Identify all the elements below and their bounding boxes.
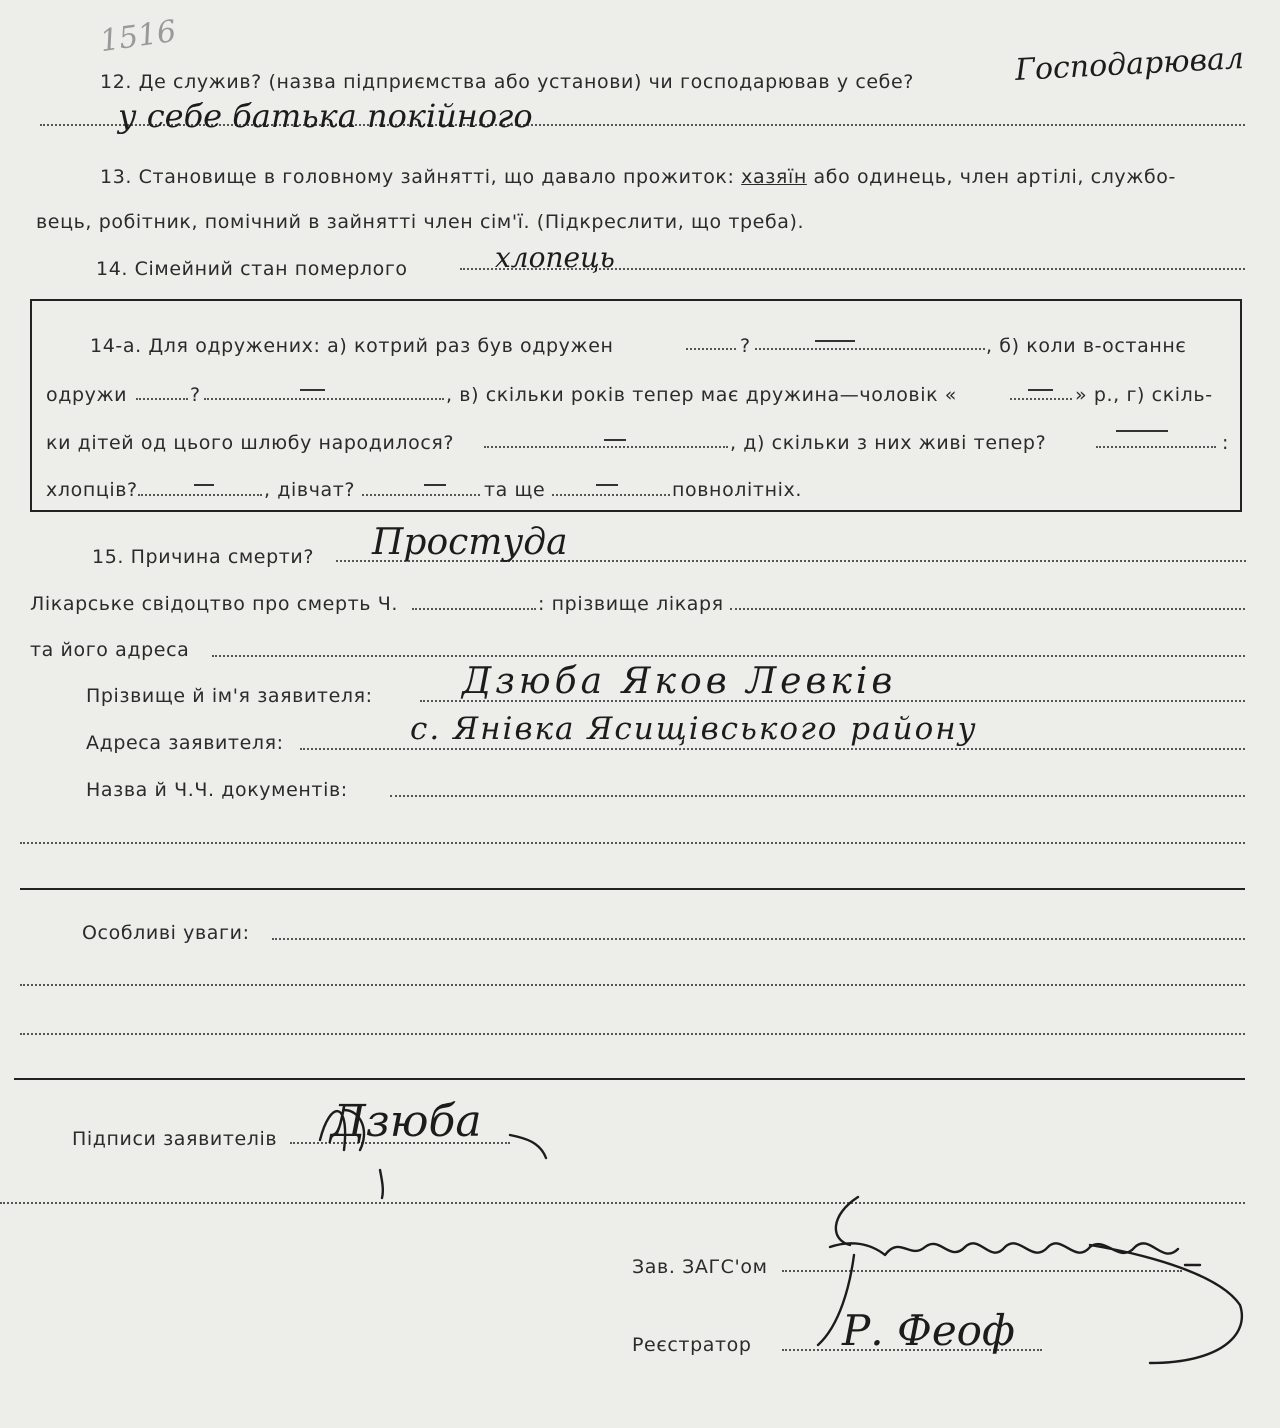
q14a-dash-3: [1028, 389, 1053, 391]
q14a-dash-6: [194, 484, 214, 486]
q14a-dots-8: [138, 494, 262, 496]
remarks-dots-3: [20, 1033, 1245, 1035]
section-divider-2: [14, 1078, 1245, 1080]
q14a-dash-1: [815, 340, 855, 342]
q14a-dash-8: [596, 484, 618, 486]
q13-underlined-choice: хазяїн: [741, 166, 807, 188]
applicant-signature-label: Підписи заявителів: [72, 1128, 278, 1150]
q14a-line1-a: 14-а. Для одружених: а) котрий раз був одружен: [90, 335, 614, 357]
applicant-signature: Дзюба: [330, 1096, 482, 1147]
q14a-line4-d: повнолітніх.: [672, 479, 802, 501]
registrar-label: Реєстратор: [632, 1334, 752, 1356]
doctor-address-dots: [212, 655, 1245, 657]
q14a-line3-c: :: [1222, 432, 1230, 454]
doctor-address-label: та його адреса: [30, 639, 190, 661]
q13-options: або одинець, член артілі, службо-: [813, 166, 1176, 188]
doctor-name-label: : прізвище лікаря: [538, 593, 724, 615]
q14a-dots-10: [552, 494, 670, 496]
applicant-signature-flourish: [300, 1080, 560, 1200]
q14a-dots-6: [484, 446, 728, 448]
q12-answer-line1: Господарювал: [1014, 41, 1245, 88]
q14a-dash-4: [604, 439, 626, 441]
medical-cert-label: Лікарське свідоцтво про смерть Ч.: [30, 593, 398, 615]
q14a-dash-7: [424, 484, 446, 486]
q13-line2: вець, робітник, помічний в зайнятті член сім'ї. (Підкреслити, що треба).: [36, 211, 805, 233]
zags-head-label: Зав. ЗАГС'ом: [632, 1256, 768, 1278]
q14a-dots-7: [1096, 446, 1216, 448]
corner-archive-number: 1516: [97, 13, 179, 60]
documents-label: Назва й Ч.Ч. документів:: [86, 779, 348, 801]
q14a-line1-b: ?: [740, 335, 751, 357]
q14-answer: хлопець: [495, 241, 615, 274]
q12-label: 12. Де служив? (назва підприємства або установи) чи господарював у себе?: [100, 71, 914, 93]
remarks-dots-2: [20, 984, 1245, 986]
doctor-name-dots: [730, 608, 1245, 610]
q14a-line4-b: , дівчат?: [264, 479, 356, 501]
q14a-dots-1: [686, 348, 736, 350]
applicant-name-label: Прізвище й ім'я заявителя:: [86, 685, 373, 707]
applicant-address-dots: [300, 748, 1245, 750]
remarks-dots-1: [272, 938, 1245, 940]
q14-label: 14. Сімейний стан померлого: [96, 258, 408, 280]
documents-dots-2: [20, 842, 1245, 844]
q13-label: 13. Становище в головному зайнятті, що давало прожиток:: [100, 166, 735, 188]
q12-answer-line2: у себе батька покійного: [118, 97, 533, 135]
registrar-signature: Р. Феоф: [842, 1306, 1015, 1355]
q14a-line4-a: хлопців?: [46, 479, 138, 501]
q14a-dash-5: [1116, 430, 1168, 432]
q14a-dash-2: [300, 389, 325, 391]
q14a-line1-c: , б) коли в-останнє: [986, 335, 1187, 357]
q14a-line4-c: та ще: [484, 479, 546, 501]
q14a-line2-d: » р., г) скіль-: [1075, 384, 1213, 406]
applicant-name-value: Дзюба Яков Левків: [462, 661, 897, 702]
documents-dots-1: [390, 795, 1245, 797]
q14a-dots-5: [1010, 398, 1072, 400]
q14a-line3-b: , д) скільки з них живі тепер?: [730, 432, 1047, 454]
applicant-address-label: Адреса заявителя:: [86, 732, 284, 754]
remarks-label: Особливі уваги:: [82, 922, 250, 944]
q14a-dots-4: [204, 398, 444, 400]
q14a-line2-a: одружи: [46, 384, 128, 406]
q14a-dots-2: [755, 348, 985, 350]
q15-answer: Простуда: [372, 522, 568, 563]
q13-line1: [100, 168, 1176, 187]
q14a-dots-9: [362, 494, 480, 496]
applicant-address-value: с. Янівка Ясищівського району: [410, 711, 978, 747]
medical-cert-dots: [412, 608, 536, 610]
section-divider-1: [20, 888, 1245, 890]
q14a-line2-c: , в) скільки років тепер має дружина—чоловік «: [446, 384, 958, 406]
q15-label: 15. Причина смерти?: [92, 546, 315, 568]
q14a-line2-b: ?: [190, 384, 201, 406]
q14a-line3-a: ки дітей од цього шлюбу народилося?: [46, 432, 455, 454]
q14a-dots-3: [136, 398, 188, 400]
